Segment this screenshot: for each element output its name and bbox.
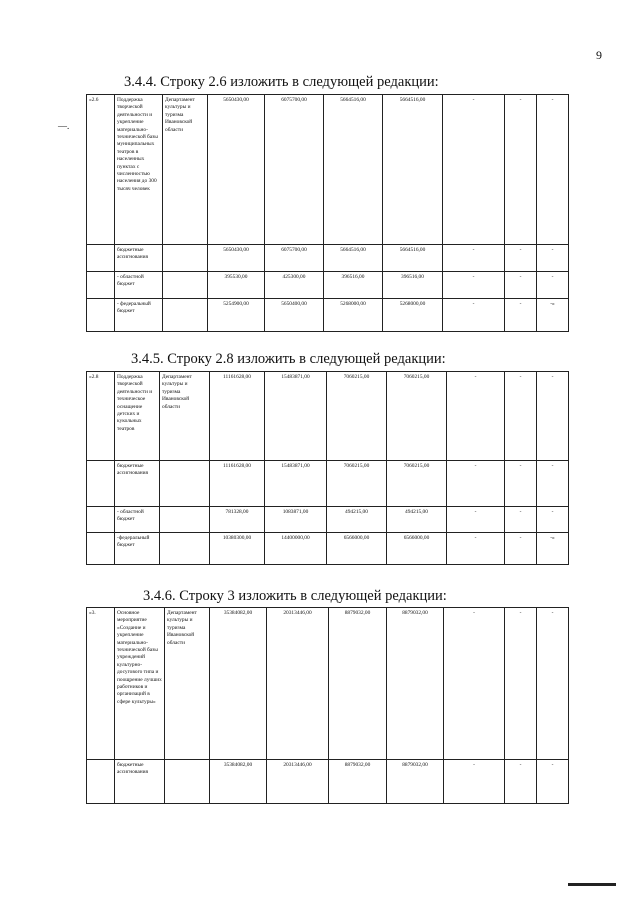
value-cell: 5664516,00: [324, 245, 383, 272]
value-cell: 425300,00: [265, 272, 324, 299]
table-row: [87, 372, 569, 461]
row-executor: [165, 760, 210, 804]
row-name: бюджетные ассигнования: [115, 760, 165, 804]
value-cell: 14400000,00: [265, 533, 327, 565]
row-name: бюджетные ассигнования: [115, 245, 163, 272]
dash-cell: -: [443, 299, 505, 332]
value-cell: 35384082,00: [210, 608, 267, 760]
table-row: [87, 608, 569, 760]
section-heading-3: 3.4.6. Строку 3 изложить в следующей редакции:: [143, 588, 447, 604]
dash-cell: -: [537, 372, 569, 461]
amendment-table-2-6: [86, 94, 569, 332]
value-cell: 8879032,00: [329, 608, 387, 760]
value-cell: 395530,00: [208, 272, 265, 299]
value-cell: 1083871,00: [265, 507, 327, 533]
value-cell: 8879032,00: [387, 608, 444, 760]
dash-cell: -: [443, 95, 505, 245]
dash-cell: -: [444, 608, 505, 760]
dash-cell: -: [505, 760, 537, 804]
dash-cell: -: [505, 95, 537, 245]
dash-cell: -: [443, 245, 505, 272]
value-cell: 5664516,00: [324, 95, 383, 245]
margin-mark: —.: [58, 121, 70, 131]
value-cell: 5664516,00: [383, 245, 443, 272]
row-code: [87, 461, 115, 507]
row-executor: [163, 245, 208, 272]
dash-cell: -: [444, 760, 505, 804]
value-cell: 6566000,00: [387, 533, 447, 565]
row-name: Поддержка творческой деятельности и укрепление материально-технической базы муниципальных театров в населенных пунктах с численностью населения до 300 тысяч человек: [115, 95, 163, 245]
row-name: -федеральный бюджет: [115, 533, 160, 565]
row-code: [87, 245, 115, 272]
value-cell: 5650430,00: [208, 95, 265, 245]
value-cell: 5268000,00: [324, 299, 383, 332]
value-cell: 20313446,00: [267, 760, 329, 804]
row-executor: [163, 299, 208, 332]
table-row: [87, 245, 569, 272]
row-code: «2.8: [87, 372, 115, 461]
row-code: [87, 507, 115, 533]
amendment-table-3: [86, 607, 569, 804]
value-cell: 7060215,00: [327, 461, 387, 507]
dash-cell: -: [447, 507, 505, 533]
value-cell: 35384082,00: [210, 760, 267, 804]
table-row: [87, 533, 569, 565]
row-code: [87, 760, 115, 804]
value-cell: 6566000,00: [327, 533, 387, 565]
value-cell: 15483871,00: [265, 372, 327, 461]
dash-cell: -: [505, 272, 537, 299]
table-row: [87, 461, 569, 507]
value-cell: 6075700,00: [265, 95, 324, 245]
value-cell: 494215,00: [327, 507, 387, 533]
value-cell: 781328,00: [210, 507, 265, 533]
dash-cell: -: [537, 507, 569, 533]
row-code: [87, 533, 115, 565]
row-executor: [160, 533, 210, 565]
row-code: [87, 299, 115, 332]
value-cell: 5254900,00: [208, 299, 265, 332]
value-cell: 8879032,00: [387, 760, 444, 804]
dash-cell: -: [537, 461, 569, 507]
row-executor: Департамент культуры и туризма Ивановской области: [163, 95, 208, 245]
table-row: [87, 95, 569, 245]
row-executor: [160, 507, 210, 533]
dash-cell: -: [537, 272, 569, 299]
dash-cell: -: [505, 461, 537, 507]
row-name: - областной бюджет: [115, 507, 160, 533]
dash-cell: -: [505, 245, 537, 272]
row-name: - федеральный бюджет: [115, 299, 163, 332]
dash-cell: -»: [537, 533, 569, 565]
value-cell: 11161628,00: [210, 461, 265, 507]
value-cell: 5268000,00: [383, 299, 443, 332]
table-row: [87, 272, 569, 299]
value-cell: 20313446,00: [267, 608, 329, 760]
dash-cell: -: [447, 461, 505, 507]
dash-cell: -: [537, 95, 569, 245]
value-cell: 5664516,00: [383, 95, 443, 245]
row-name: Поддержка творческой деятельности и техническое оснащение детских и кукольных театров: [115, 372, 160, 461]
row-code: [87, 272, 115, 299]
dash-cell: -: [505, 507, 537, 533]
row-code: «2.6: [87, 95, 115, 245]
section-heading-2-6: 3.4.4. Строку 2.6 изложить в следующей редакции:: [124, 74, 439, 90]
table-row: [87, 507, 569, 533]
table-row: [87, 299, 569, 332]
row-executor: [163, 272, 208, 299]
page-number: 9: [596, 48, 602, 62]
dash-cell: -: [505, 608, 537, 760]
row-executor: Департамент культуры и туризма Ивановской области: [160, 372, 210, 461]
dash-cell: -: [447, 533, 505, 565]
value-cell: 7060215,00: [387, 461, 447, 507]
dash-cell: -: [443, 272, 505, 299]
value-cell: 11161628,00: [210, 372, 265, 461]
dash-cell: -: [537, 760, 569, 804]
value-cell: 494215,00: [387, 507, 447, 533]
value-cell: 6075700,00: [265, 245, 324, 272]
value-cell: 10380300,00: [210, 533, 265, 565]
value-cell: 7060215,00: [387, 372, 447, 461]
row-name: Основное мероприятие «Создание и укрепление материально-технической базы учреждений культурно-досугового типа и поощрение лучших работников и организаций в сфере культуры»: [115, 608, 165, 760]
row-name: - областной бюджет: [115, 272, 163, 299]
value-cell: 7060215,00: [327, 372, 387, 461]
section-heading-2-8: 3.4.5. Строку 2.8 изложить в следующей редакции:: [131, 351, 446, 367]
dash-cell: -: [505, 372, 537, 461]
row-name: бюджетные ассигнования: [115, 461, 160, 507]
value-cell: 396516,00: [383, 272, 443, 299]
dash-cell: -: [447, 372, 505, 461]
footer-rule: [568, 883, 616, 886]
table-row: [87, 760, 569, 804]
dash-cell: -»: [537, 299, 569, 332]
amendment-table-2-8: [86, 371, 569, 565]
row-code: «3.: [87, 608, 115, 760]
value-cell: 5650430,00: [208, 245, 265, 272]
value-cell: 8879032,00: [329, 760, 387, 804]
value-cell: 5650400,00: [265, 299, 324, 332]
value-cell: 396516,00: [324, 272, 383, 299]
row-executor: Департамент культуры и туризма Ивановской области: [165, 608, 210, 760]
dash-cell: -: [505, 299, 537, 332]
row-executor: [160, 461, 210, 507]
value-cell: 15483871,00: [265, 461, 327, 507]
dash-cell: -: [505, 533, 537, 565]
dash-cell: -: [537, 245, 569, 272]
dash-cell: -: [537, 608, 569, 760]
